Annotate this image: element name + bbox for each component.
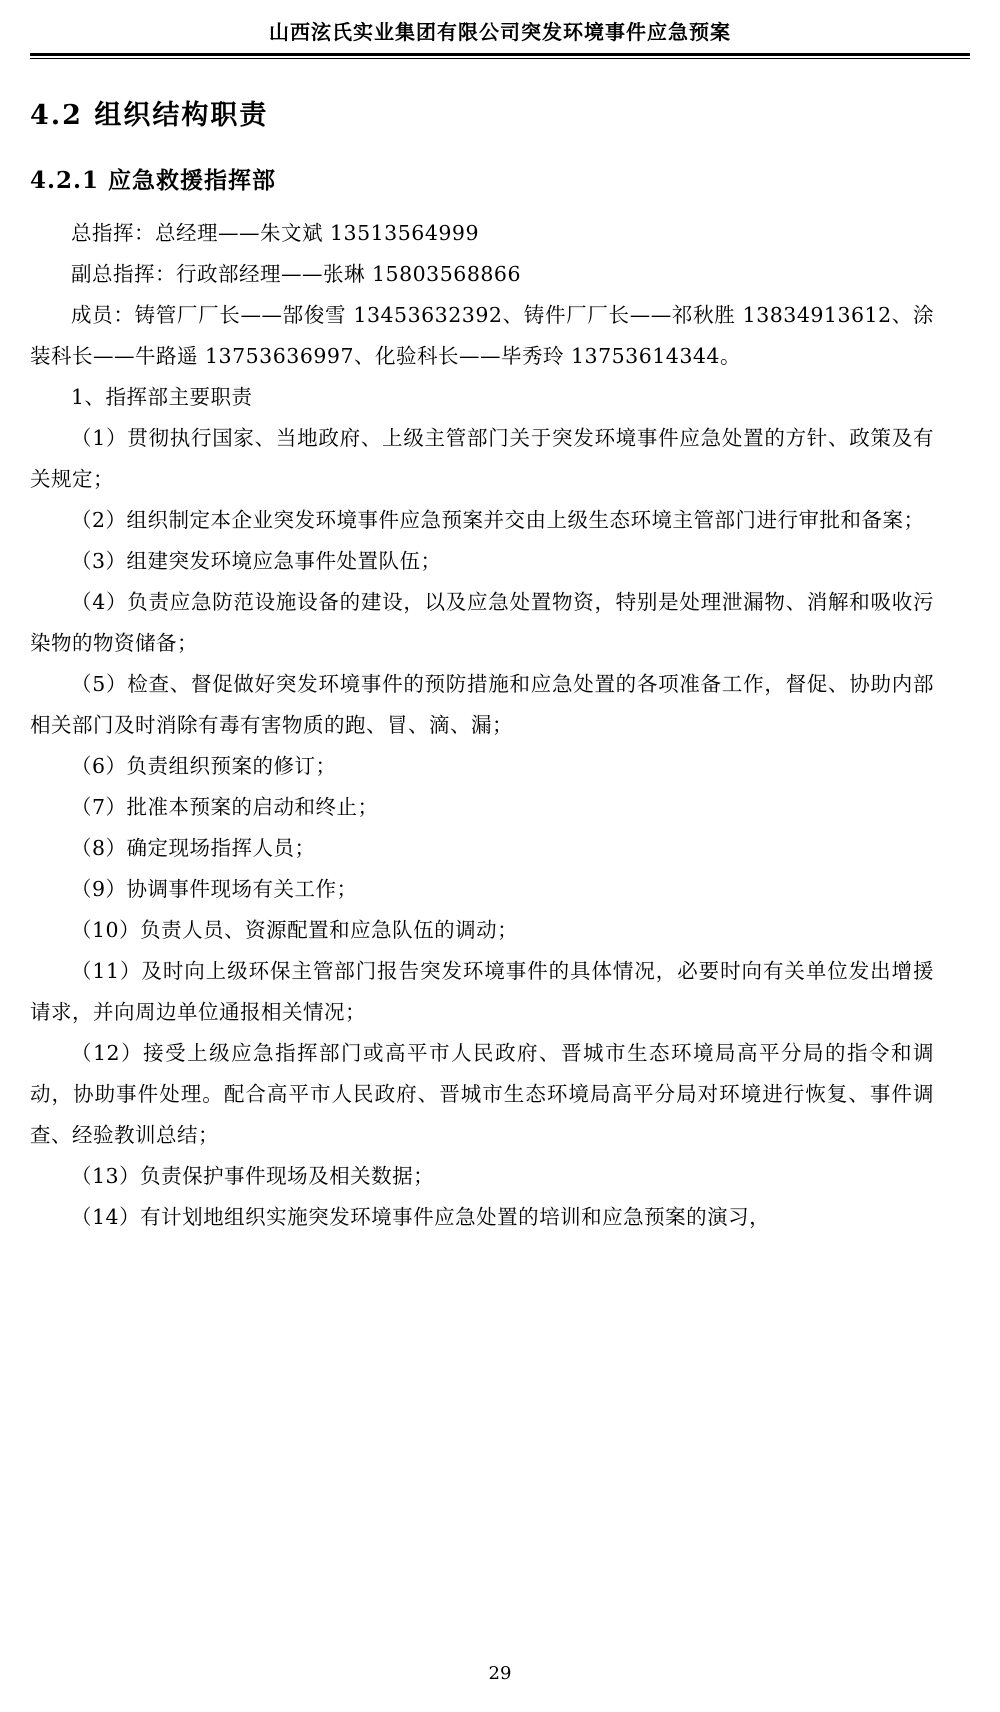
paragraph: 总指挥：总经理——朱文斌 13513564999 [71, 221, 479, 245]
paragraph: （10）负责人员、资源配置和应急队伍的调动； [71, 918, 519, 942]
paragraph: （4）负责应急防范设施设备的建设，以及应急处置物资，特别是处理泄漏物、消解和吸收污染物的物资储备； [30, 590, 934, 655]
section-heading: 4.2 组织结构职责 [30, 100, 269, 131]
paragraph: （12）接受上级应急指挥部门或高平市人民政府、晋城市生态环境局高平分局的指令和调动，协助事件处理。配合高平市人民政府、晋城市生态环境局高平分局对环境进行恢复、事件调查、经验教训总结； [30, 1041, 934, 1147]
page-footer [0, 1663, 1000, 1684]
page-header [0, 0, 1000, 53]
paragraph: （14）有计划地组织实施突发环境事件应急处置的培训和应急预案的演习， [71, 1205, 771, 1229]
paragraph: （5）检查、督促做好突发环境事件的预防措施和应急处置的各项准备工作，督促、协助内部相关部门及时消除有毒有害物质的跑、冒、滴、漏； [30, 672, 934, 737]
header-title: 山西泫氏实业集团有限公司突发环境事件应急预案 [269, 20, 731, 44]
subsection-heading: 4.2.1 应急救援指挥部 [30, 167, 277, 194]
paragraph: （6）负责组织预案的修订； [71, 754, 337, 778]
paragraph: （13）负责保护事件现场及相关数据； [71, 1164, 435, 1188]
paragraph: （2）组织制定本企业突发环境事件应急预案并交由上级生态环境主管部门进行审批和备案； [71, 508, 925, 532]
paragraph: 副总指挥：行政部经理——张琳 15803568866 [71, 262, 521, 286]
paragraph: （7）批准本预案的启动和终止； [71, 795, 379, 819]
page-number: 29 [488, 1663, 512, 1684]
header-divider-thin [30, 58, 970, 59]
header-divider-thick [30, 53, 970, 56]
paragraph: （3）组建突发环境应急事件处置队伍； [71, 549, 442, 573]
paragraph: （9）协调事件现场有关工作； [71, 877, 358, 901]
document-body [0, 93, 1000, 1238]
paragraph: （11）及时向上级环保主管部门报告突发环境事件的具体情况，必要时向有关单位发出增援请求，并向周边单位通报相关情况； [30, 959, 934, 1024]
paragraph: （8）确定现场指挥人员； [71, 836, 316, 860]
paragraph: 1、指挥部主要职责 [71, 385, 253, 409]
paragraph: 成员：铸管厂厂长——郜俊雪 13453632392、铸件厂厂长——祁秋胜 13834913612、涂装科长——牛路遥 13753636997、化验科长——毕秀玲 13753614344。 [30, 303, 934, 368]
paragraph: （1）贯彻执行国家、当地政府、上级主管部门关于突发环境事件应急处置的方针、政策及有关规定； [30, 426, 934, 491]
